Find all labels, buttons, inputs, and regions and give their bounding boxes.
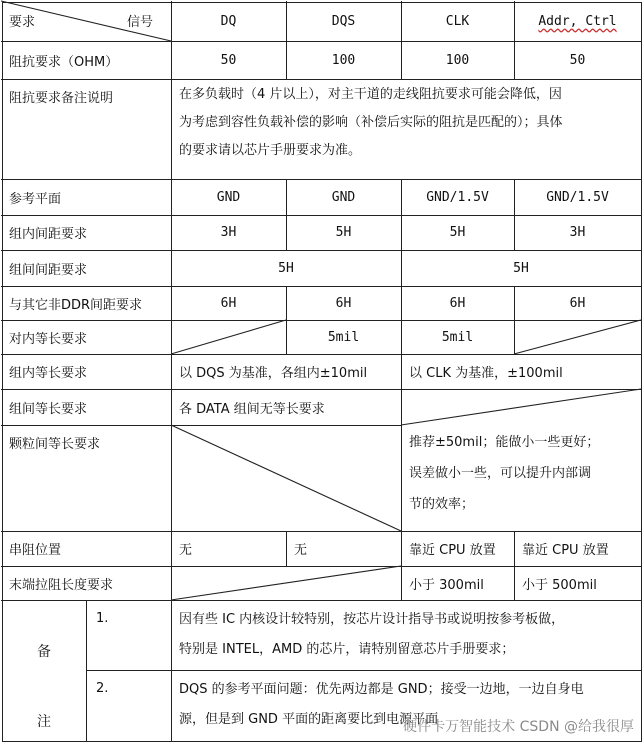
vline [514, 1, 515, 79]
row-label-impedance-note: 阻抗要求备注说明 [9, 91, 114, 106]
pullup-length-addr-ctrl: 小于 500mil [522, 577, 597, 593]
hline [1, 354, 641, 355]
intra-spacing-dqs: 5H [335, 225, 352, 240]
row-label-pullup-length: 末端拉阻长度要求 [9, 577, 114, 593]
col-header-dqs: DQS [331, 13, 356, 29]
hline [1, 79, 641, 80]
row-label-group-length: 组内等长要求 [9, 366, 88, 381]
non-ddr-spacing-clk: 6H [449, 295, 466, 311]
col-header-dq: DQ [220, 13, 237, 29]
vline [514, 531, 515, 600]
notes-label-bottom: 注 [37, 714, 51, 730]
watermark: 硬件卡万智能技术 CSDN @给我很厚 [403, 719, 634, 735]
hline [1, 425, 401, 426]
row-label-ref-plane: 参考平面 [9, 191, 62, 207]
vline [401, 179, 402, 425]
intra-spacing-addr-ctrl: 3H [569, 225, 586, 240]
header-corner-right: 信号 [127, 15, 154, 30]
ref-plane-addr-ctrl: GND/1.5V [546, 189, 609, 205]
inter-group-length-dq-dqs: 各 DATA 组间无等长要求 [179, 401, 325, 417]
row-label-inter-spacing: 组间间距要求 [9, 262, 88, 278]
inter-spacing-clk-addr: 5H [513, 260, 529, 276]
hline [1, 320, 641, 321]
row-label-intra-spacing: 组内间距要求 [9, 227, 88, 242]
ddr-routing-requirements-table [1, 1, 642, 742]
vline [286, 1, 287, 79]
intra-spacing-clk: 5H [449, 225, 466, 240]
impedance-note-line-2: 为考虑到容性负载补偿的影响（补偿后实际的阻抗是匹配的）；具体 [179, 115, 563, 130]
hline [1, 215, 641, 216]
hline [1, 41, 641, 42]
vline [401, 1, 402, 79]
series-res-dqs: 无 [294, 543, 308, 558]
impedance-note-line-1: 在多负载时（4 片以上），对主干道的走线阻抗要求可能会降低，因 [179, 87, 562, 102]
row-label-series-res: 串阻位置 [9, 543, 62, 558]
hline [1, 566, 641, 567]
hline [1, 389, 641, 390]
impedance-dqs: 100 [331, 52, 356, 68]
ref-plane-dq: GND [216, 189, 241, 205]
impedance-dq: 50 [220, 52, 237, 68]
chip-length-line-2: 误差做小一些，可以提升内部调 [409, 466, 592, 481]
vline [514, 179, 515, 250]
hline [1, 531, 641, 532]
vline [286, 531, 287, 566]
series-res-addr-ctrl: 靠近 CPU 放置 [522, 543, 609, 558]
notes-label-top: 备 [37, 644, 51, 660]
chip-length-line-3: 节的效率； [409, 497, 475, 512]
table-border [2, 2, 642, 742]
series-res-dq: 无 [179, 543, 193, 558]
hline [1, 179, 641, 180]
non-ddr-spacing-dq: 6H [220, 295, 237, 311]
non-ddr-spacing-addr-ctrl: 6H [569, 295, 586, 311]
row-label-impedance: 阻抗要求（OHM） [9, 54, 119, 70]
hline [1, 250, 641, 251]
vline [286, 179, 287, 250]
group-length-dq-dqs: 以 DQS 为基准，各组内±10mil [179, 366, 368, 381]
header-corner-left: 要求 [9, 15, 36, 30]
ref-plane-clk: GND/1.5V [426, 189, 489, 205]
pair-length-dqs: 5mil [327, 329, 360, 345]
note-1-line-1: 因有些 IC 内核设计较特别，按芯片设计指导书或说明按参考板做， [179, 612, 565, 627]
pair-length-clk: 5mil [441, 329, 474, 345]
vline [401, 425, 402, 600]
vline [86, 600, 87, 741]
vline [171, 1, 172, 741]
note-2-line-1: DQS 的参考平面问题：优先两边都是 GND；接受一边地，一边自身电 [179, 682, 584, 697]
non-ddr-spacing-dqs: 6H [335, 295, 352, 311]
intra-spacing-dq: 3H [220, 225, 237, 240]
impedance-clk: 100 [445, 52, 470, 68]
ref-plane-dqs: GND [331, 189, 356, 205]
hline [1, 600, 641, 601]
note-2-number: 2. [96, 681, 109, 696]
note-2-line-2: 源，但是到 GND 平面的距离要比到电源平面 [179, 712, 439, 727]
row-label-pair-length: 对内等长要求 [9, 331, 88, 347]
chip-length-line-1: 推荐±50mil；能做小一些更好； [409, 435, 600, 450]
note-1-number: 1. [96, 611, 109, 626]
vline [514, 286, 515, 354]
vline [286, 286, 287, 354]
row-label-non-ddr-spacing: 与其它非DDR间距要求 [9, 297, 143, 313]
hline [86, 670, 641, 671]
impedance-note-line-3: 的要求请以芯片手册要求为准。 [179, 143, 362, 158]
pullup-length-clk: 小于 300mil [409, 577, 484, 593]
impedance-addr-ctrl: 50 [569, 52, 586, 68]
col-header-addr-ctrl-text: Addr, Ctrl [538, 13, 617, 29]
note-1-line-2: 特别是 INTEL，AMD 的芯片，请特别留意芯片手册要求； [179, 642, 515, 657]
series-res-clk: 靠近 CPU 放置 [409, 543, 496, 558]
group-length-clk-addr: 以 CLK 为基准，±100mil [409, 366, 563, 381]
hline [1, 286, 641, 287]
inter-spacing-dq-dqs: 5H [278, 260, 294, 276]
col-header-clk: CLK [445, 13, 470, 29]
row-label-inter-group-length: 组间等长要求 [9, 401, 88, 417]
row-label-chip-length: 颗粒间等长要求 [9, 437, 101, 452]
